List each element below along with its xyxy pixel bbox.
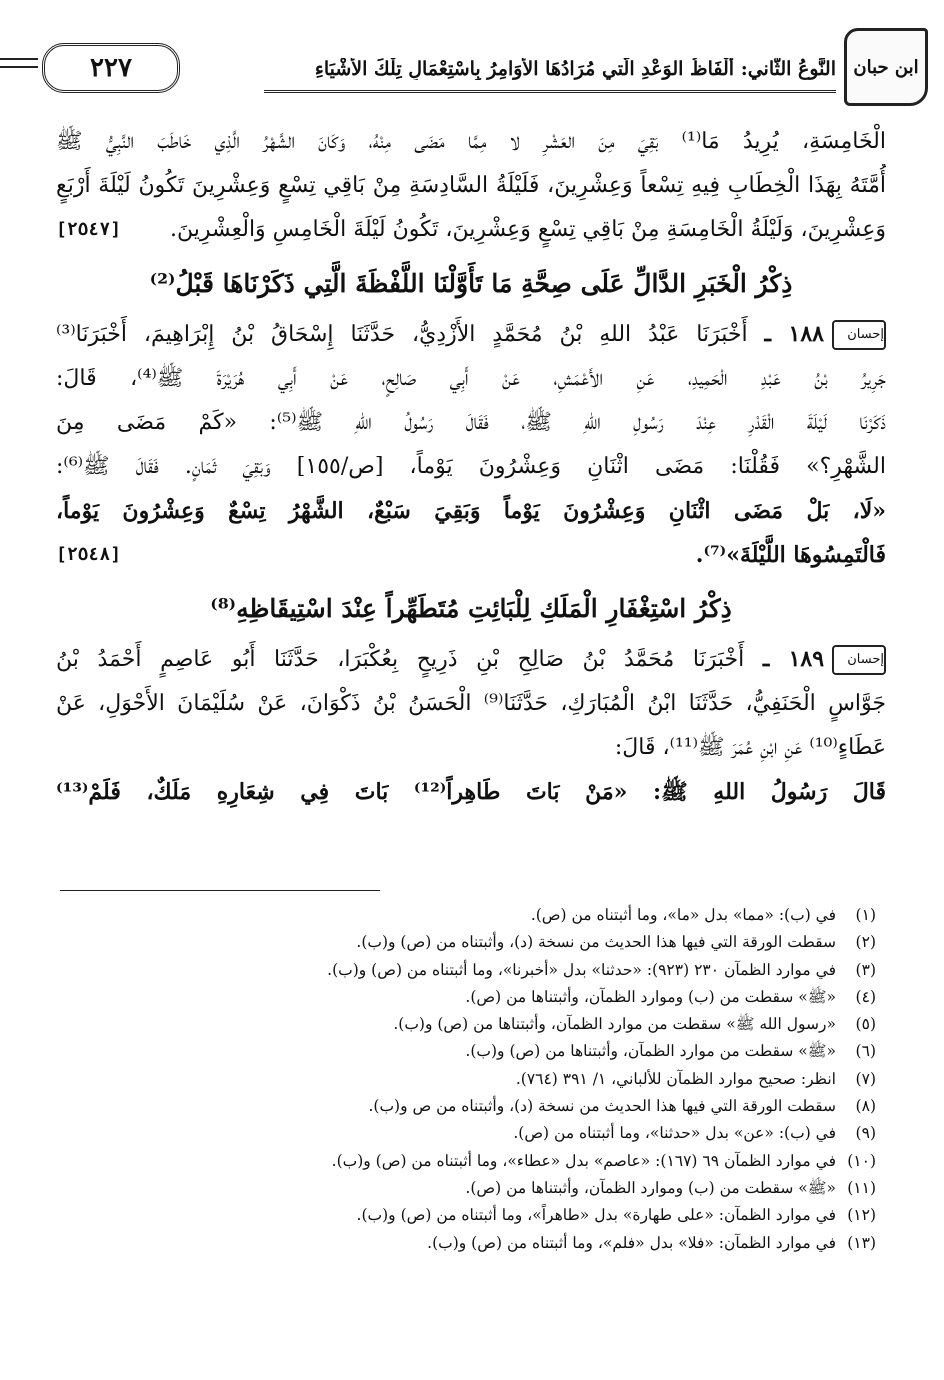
text-line xyxy=(56,312,886,357)
text-line: عَطَاءٍ⁽¹⁰⁾ عَنِ ابْنِ عُمَرَ ﷺ⁽¹¹⁾، قَالَ: xyxy=(614,735,886,760)
footnote-text: في موارد الظمآن: «فلا» بدل «فلم»، وما أثبتناه من (ص) و(ب). xyxy=(427,1233,836,1252)
text-line-last xyxy=(56,533,886,577)
footnote xyxy=(56,1120,876,1147)
text-line: الشَّهْرِ؟» فَقُلْنَا: مَضَى اثْنَانِ وَعِشْرُونَ يَوْماً، [ص/١٥٥] وَبَقِيَ ثَمَانٍ. فَقَالَ ﷺ⁽⁶⁾: xyxy=(56,454,886,479)
section-heading: ذِكْرُ الْخَبَرِ الدَّالِّ عَلَى صِحَّةِ مَا تَأَوَّلْنَا اللَّفْظَةَ الَّتِي ذَكَرْنَاهَا قَبْلُ⁽²⁾ xyxy=(149,269,793,298)
footnote-text: «رسول الله ﷺ» سقطت من موارد الظمآن، وأثبتناها من (ص) و(ب). xyxy=(393,1015,836,1034)
footnote-text: في موارد الظمآن: «على طهارة» بدل «طاهراً»، وما أثبتناه من (ص) و(ب). xyxy=(356,1206,836,1225)
footnote xyxy=(56,957,876,984)
page-number: ٢٢٧ xyxy=(42,43,180,93)
footnotes xyxy=(56,902,876,1257)
footnote xyxy=(56,929,876,956)
footnote-text: «ﷺ» سقطت من (ب) وموارد الظمآن، وأثبتناها من (ص). xyxy=(465,1178,836,1197)
footnote xyxy=(56,1093,876,1120)
book-logo xyxy=(844,28,928,106)
footnote-text: في (ب): «مما» بدل «ما»، وما أثبتناه من (ص). xyxy=(530,906,836,924)
ihsan-badge: إحسان xyxy=(832,320,886,350)
footnote-number: (٩) xyxy=(855,1124,876,1143)
footnote-text: في موارد الظمآن ٦٩ (١٦٧): «عاصم» بدل «عطاء»، وما أثبتناه من (ص) و(ب). xyxy=(331,1151,836,1170)
footnote-number: (٢) xyxy=(855,933,876,952)
text-line: جَرِيرُ بْنُ عَبْدِ الْحَمِيدِ، عَنِ الأَعْمَشِ، عَنْ أَبِي صَالِحٍ، عَنْ أَبِي هُرَيْرَةَ ﷺ⁽⁴⁾، قَالَ: xyxy=(56,366,886,391)
header-rule xyxy=(264,90,836,93)
footnote-text: سقطت الورقة التي فيها هذا الحديث من نسخة (د)، وأثبتناه من ص و(ب). xyxy=(368,1097,836,1116)
footnote xyxy=(56,1230,876,1257)
footnote xyxy=(56,1148,876,1175)
hadith-text: فَالْتَمِسُوهَا اللَّيْلَةَ»⁽⁷⁾. xyxy=(695,542,886,568)
text-line: وَعِشْرِينَ، وَلَيْلَةُ الْخَامِسَةِ مِنْ بَاقِي تِسْعٍ وَعِشْرِينَ، تَكُونُ لَيْلَةَ الْخَامِسِ وَالْعِشْرِينَ. xyxy=(170,217,886,242)
hadith-paragraph xyxy=(56,312,886,577)
logo-text: ابن حبان xyxy=(853,56,919,78)
footnote-number: (٦) xyxy=(855,1042,876,1061)
text-line: ذَكَرْنَا لَيْلَةَ الْقَدْرِ عِنْدَ رَسُولِ اللهِ ﷺ، فَقَالَ رَسُولُ اللهِ ﷺ⁽⁵⁾: «كَمْ مَضَى مِنَ xyxy=(56,410,886,435)
footnote-number: (١٣) xyxy=(847,1233,876,1252)
footnote xyxy=(56,1202,876,1229)
footnote xyxy=(56,902,876,929)
hadith-number: ١٨٩ ـ xyxy=(762,646,825,672)
running-title: النَّوعُ الثَّاني: أَلْفَاظُ الوَعْدِ الَّتي مُرَادُهَا الأوَامِرُ بِاسْتِعْمَالِ تِلْكَ الأَشْيَاءِ xyxy=(314,58,836,80)
footnote-rule xyxy=(60,890,380,891)
text-line: «لَا، بَلْ مَضَى اثْنَانِ وَعِشْرُونَ يَوْماً وَبَقِيَ سَبْعٌ، الشَّهْرُ تِسْعٌ وَعِشْرُونَ يَوْماً، xyxy=(56,498,886,524)
ihsan-badge: إحسان xyxy=(832,645,886,675)
footnote-number: (٤) xyxy=(855,987,876,1006)
footnote xyxy=(56,1066,876,1093)
footnote xyxy=(56,1038,876,1065)
section-heading: ذِكْرُ اسْتِغْفَارِ الْمَلَكِ لِلْبَائِتِ مُتَطَهِّراً عِنْدَ اسْتِيقَاظِهِ⁽⁸⁾ xyxy=(210,594,732,623)
footnote-number: (٧) xyxy=(855,1069,876,1088)
footnote xyxy=(56,1011,876,1038)
footnote xyxy=(56,1175,876,1202)
footnote-text: في (ب): «عن» بدل «حدثنا»، وما أثبتناه من (ص). xyxy=(513,1124,836,1143)
footnote-text: «ﷺ» سقطت من (ب) وموارد الظمآن، وأثبتناها من (ص). xyxy=(465,987,836,1006)
intro-paragraph xyxy=(56,120,886,252)
footnote-number: (١١) xyxy=(847,1178,876,1197)
main-text xyxy=(56,120,886,814)
footnote-text: في موارد الظمآن ٢٣٠ (٩٢٣): «حدثنا» بدل «أخبرنا»، وما أثبتناه من (ص) و(ب). xyxy=(327,960,836,979)
footnote-number: (٣) xyxy=(855,960,876,979)
text-line: الْخَامِسَةِ، يُرِيدُ مَا⁽¹⁾ بَقِيَ مِنَ العَشْرِ لا مِمَّا مَضَى مِنْهُ، وَكَانَ الشَّهْرُ الَّذِي خَاطَبَ النَّبِيُّ ﷺ xyxy=(56,129,886,154)
footnote-text: سقطت الورقة التي فيها هذا الحديث من نسخة (د)، وأثبتناه من (ص) و(ب). xyxy=(356,933,836,952)
footnote-number: (٨) xyxy=(855,1097,876,1116)
footnote-number: (١) xyxy=(855,906,876,924)
hadith-text: أَخْبَرَنَا مُحَمَّدُ بْنُ صَالِحِ بْنِ ذَرِيحٍ بِعُكْبَرَا، حَدَّثَنَا أَبُو عَاصِمٍ أَحْمَدُ بْنُ xyxy=(56,647,745,672)
footnote-number: (١٢) xyxy=(847,1206,876,1225)
footnote-number: (١٠) xyxy=(847,1151,876,1170)
hadith-number: ١٨٨ ـ xyxy=(764,321,824,347)
text-line: أُمَّتَهُ بِهَذَا الْخِطَابِ فِيهِ تِسْعاً وَعِشْرِينَ، فَلَيْلَةُ السَّادِسَةِ مِنْ بَاقِي تِسْعٍ وَعِشْرِينَ تَكُونُ لَيْلَةَ أَرْبَعٍ xyxy=(56,173,886,198)
text-line: قَالَ رَسُولُ اللهِ ﷺ: «مَنْ بَاتَ طَاهِراً⁽¹²⁾ بَاتَ فِي شِعَارِهِ مَلَكٌ، فَلَمْ⁽¹³⁾ xyxy=(56,779,886,805)
text-line xyxy=(56,637,886,682)
reference-number: [٢٥٤٨] xyxy=(56,544,122,565)
page-header xyxy=(88,28,928,108)
hadith-paragraph xyxy=(56,637,886,814)
footnote-text: انظر: صحيح موارد الظمآن للألباني، ١/ ٣٩١ (٧٦٤). xyxy=(515,1069,836,1088)
footnote-number: (٥) xyxy=(855,1015,876,1034)
text-line: جَوَّاسٍ الْحَنَفِيُّ، حَدَّثَنَا ابْنُ الْمُبَارَكِ، حَدَّثَنَا⁽⁹⁾ الْحَسَنُ بْنُ ذَكْوَانَ، عَنْ سُلَيْمَانَ الأَحْوَلِ، عَنْ xyxy=(56,691,886,716)
hadith-text: أَخْبَرَنَا عَبْدُ اللهِ بْنُ مُحَمَّدٍ الأَزْدِيُّ، حَدَّثَنَا إِسْحَاقُ بْنُ إِبْرَاهِيمَ، أَخْبَرَنَا⁽³⁾ xyxy=(56,322,748,347)
footnote xyxy=(56,984,876,1011)
page-number-lines xyxy=(0,58,38,74)
text-line-last xyxy=(56,208,886,252)
footnote-text: «ﷺ» سقطت من موارد الظمآن، وأثبتناها من (ص) و(ب). xyxy=(465,1042,836,1061)
reference-number: [٢٥٤٧] xyxy=(56,219,122,240)
